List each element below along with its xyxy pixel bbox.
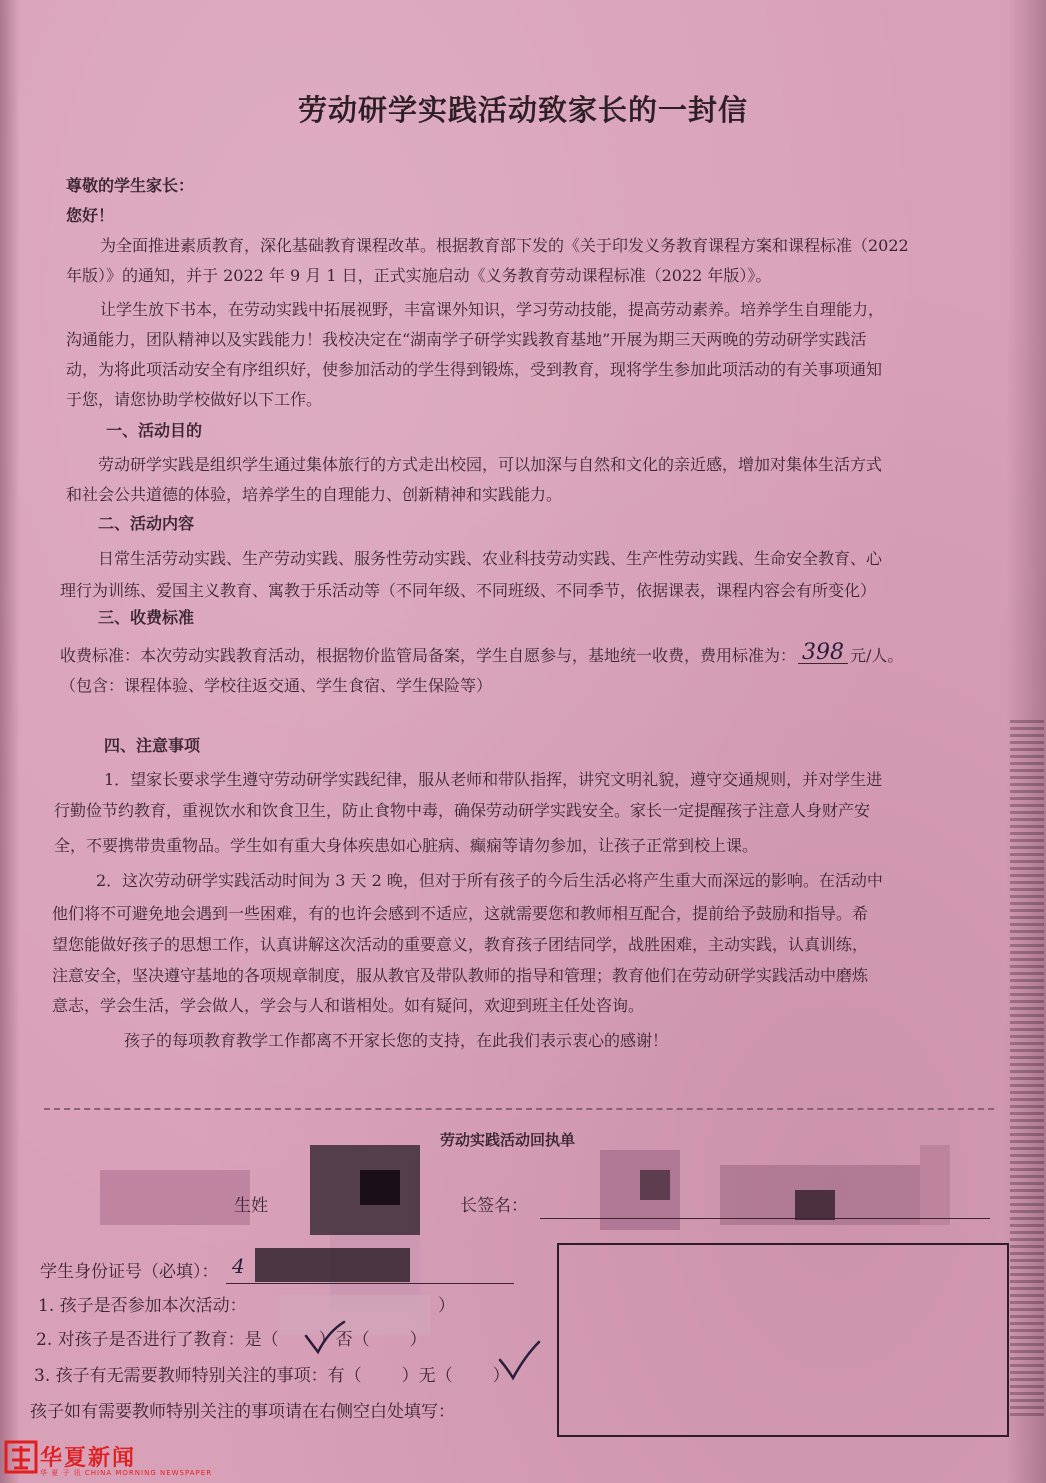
fee-line <box>60 640 904 666</box>
section1-heading: 一、活动目的 <box>106 421 203 440</box>
para1-line2: 年版）》的通知，并于 2022 年 9 月 1 日，正式实施启动《义务教育劳动课程标准（2022 年版）》。 <box>66 266 772 285</box>
item2-line4: 注意安全，坚决遵守基地的各项规章制度，服从教官及带队教师的指导和管理；教育他们在劳动研学实践活动中磨炼 <box>52 966 869 985</box>
id-label: 学生身份证号（必填）： <box>40 1262 219 1282</box>
letter-title: 劳动研学实践活动致家长的一封信 <box>297 93 748 127</box>
note-line: 孩子如有需要教师特别关注的事项请在右侧空白处填写： <box>30 1402 455 1422</box>
section3-heading: 三、收费标准 <box>98 608 195 627</box>
concerns-answer-box[interactable] <box>557 1243 1009 1437</box>
redaction-blur <box>255 1248 410 1282</box>
paper-shadow-left <box>0 0 20 1483</box>
q2-close: ） <box>409 1330 427 1350</box>
question2 <box>36 1330 427 1350</box>
redaction-blur <box>100 1170 250 1225</box>
q3-prefix: 3. 孩子有无需要教师特别关注的事项：有（ <box>34 1366 362 1386</box>
redaction-blur <box>795 1190 835 1220</box>
watermark-sub: 华 夏 子 讯 CHINA MORNING NEWSPAPER <box>40 1469 213 1477</box>
q2-mid: ）否（ <box>318 1330 370 1350</box>
question3 <box>34 1366 510 1386</box>
closing-line: 孩子的每项教育教学工作都离不开家长您的支持，在此我们表示衷心的感谢！ <box>124 1031 669 1050</box>
edge-smudge <box>1010 720 1044 1420</box>
watermark-name: 华夏新闻 <box>40 1446 137 1471</box>
checkmark-icon <box>300 1318 350 1358</box>
cut-line <box>44 1108 994 1110</box>
parent-signature-label: 长签名： <box>460 1196 528 1216</box>
section1-line1: 劳动研学实践是组织学生通过集体旅行的方式走出校园，可以加深与自然和文化的亲近感，增加对集体生活方式 <box>98 455 883 474</box>
student-name-label: 生姓 <box>234 1196 268 1216</box>
item1-line1: 1．望家长要求学生遵守劳动研学实践纪律，服从老师和带队指挥，讲究文明礼貌，遵守交通规则，并对学生进 <box>104 770 883 789</box>
q3-mid: ）无（ <box>401 1366 453 1386</box>
fee-includes: （包含：课程体验、学校往返交通、学生食宿、学生保险等） <box>60 676 493 695</box>
section2-line2: 理行为训练、爱国主义教育、寓教于乐活动等（不同年级、不同班级、不同季节，依据课表，课程内容会有所变化） <box>60 581 877 600</box>
item1-line3: 全，不要携带贵重物品。学生如有重大身体疾患如心脏病、癫痫等请勿参加，让孩子正常到校上课。 <box>54 836 759 855</box>
item2-line5: 意志，学会生活，学会做人，学会与人和谐相处。如有疑问，欢迎到班主任处咨询。 <box>52 996 645 1015</box>
receipt-title: 劳动实践活动回执单 <box>440 1131 576 1149</box>
redaction-blur <box>920 1145 950 1225</box>
q3-close: ） <box>492 1366 510 1386</box>
fee-prefix: 收费标准：本次劳动实践教育活动，根据物价监管局备案，学生自愿参与，基地统一收费，费用标准为： <box>60 646 797 665</box>
item2-line3: 望您能做好孩子的思想工作，认真讲解这次活动的重要意义，教育孩子团结同学，战胜困难，主动实践，认真训练， <box>52 935 869 954</box>
item2-line1: 2．这次劳动研学实践活动时间为 3 天 2 晚，但对于所有孩子的今后生活必将产生重大而深远的影响。在活动中 <box>96 871 883 890</box>
id-underline <box>226 1283 514 1284</box>
section1-line2: 和社会公共道德的体验，培养学生的自理能力、创新精神和实践能力。 <box>66 485 563 504</box>
section2-heading: 二、活动内容 <box>98 514 195 533</box>
para2-line4: 于您，请您协助学校做好以下工作。 <box>66 390 323 409</box>
fee-amount-handwritten: 398 <box>798 643 848 664</box>
redaction-blur <box>360 1170 400 1205</box>
section2-line1: 日常生活劳动实践、生产劳动实践、服务性劳动实践、农业科技劳动实践、生产性劳动实践、生命安全教育、心 <box>98 549 883 568</box>
redaction-blur <box>640 1170 670 1200</box>
id-value-fragment: 4 <box>232 1254 245 1278</box>
para2-line2: 沟通能力，团队精神以及实践能力！我校决定在“湖南学子研学实践教育基地”开展为期三天两晚的劳动研学实践活 <box>66 330 867 349</box>
para1-line1: 为全面推进素质教育，深化基础教育课程改革。根据教育部下发的《关于印发义务教育课程方案和课程标准（2022 <box>100 236 909 255</box>
question1-close: ） <box>438 1296 455 1316</box>
section4-heading: 四、注意事项 <box>104 736 201 755</box>
fee-unit: 元/人。 <box>850 646 904 665</box>
news-logo-icon <box>4 1440 38 1474</box>
checkmark-icon <box>495 1338 545 1383</box>
item1-line2: 行勤俭节约教育，重视饮水和饮食卫生，防止食物中毒，确保劳动研学实践安全。家长一定提醒孩子注意人身财产安 <box>54 801 871 820</box>
signature-underline <box>540 1218 990 1219</box>
para2-line1: 让学生放下书本，在劳动实践中拓展视野，丰富课外知识，学习劳动技能，提高劳动素养。培养学生自理能力， <box>100 300 885 319</box>
greeting: 尊敬的学生家长： <box>66 176 195 195</box>
question1: 1. 孩子是否参加本次活动： <box>38 1296 247 1316</box>
item2-line2: 他们将不可避免地会遇到一些困难，有的也许会感到不适应，这就需要您和教师相互配合，提前给予鼓励和指导。希 <box>52 904 869 923</box>
para2-line3: 动，为将此项活动安全有序组织好，使参加活动的学生得到锻炼，受到教育，现将学生参加此项活动的有关事项通知 <box>66 360 883 379</box>
hello: 您好！ <box>66 206 115 225</box>
q2-prefix: 2. 对孩子是否进行了教育：是（ <box>36 1330 279 1350</box>
